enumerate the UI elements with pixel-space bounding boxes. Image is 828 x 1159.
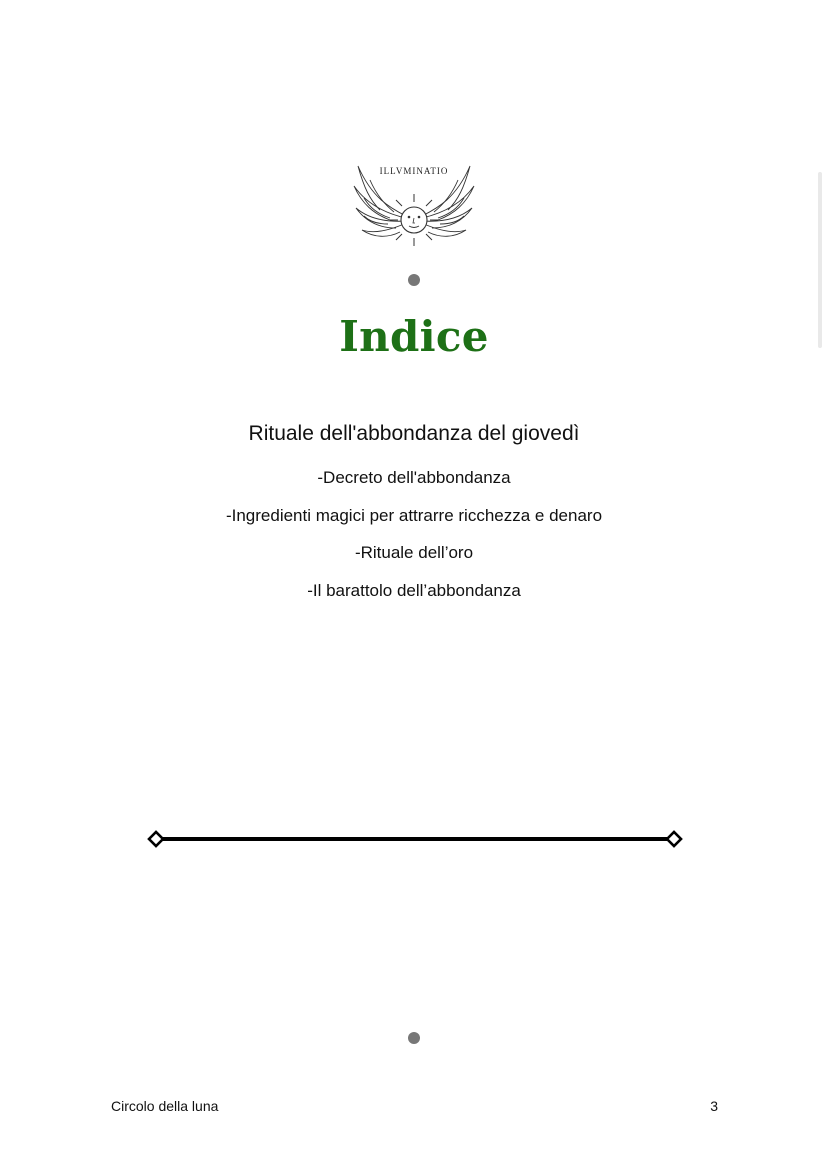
toc-item[interactable]: -Decreto dell'abbondanza (317, 468, 511, 487)
footer-page-number: 3 (710, 1098, 718, 1114)
winged-sun-icon (350, 158, 478, 248)
decorative-dot-bottom (408, 1032, 420, 1044)
toc-item[interactable]: -Rituale dell’oro (354, 543, 474, 562)
toc-item[interactable]: -Il barattolo dell’abbondanza (307, 580, 521, 600)
toc-section-heading: Rituale dell'abbondanza del giovedì (248, 422, 580, 445)
svg-text:ILLVMINATIO: ILLVMINATIO (379, 166, 449, 176)
toc-item[interactable]: -Ingredienti magici per attrarre ricchezza e denaro (225, 505, 603, 525)
toc-list (0, 466, 828, 616)
decorative-dot-top (408, 274, 420, 286)
ornamental-divider (146, 828, 684, 850)
scrollbar-track[interactable] (818, 172, 822, 348)
footer-publication-name: Circolo della luna (111, 1098, 219, 1114)
page-title: Indice (339, 312, 489, 361)
